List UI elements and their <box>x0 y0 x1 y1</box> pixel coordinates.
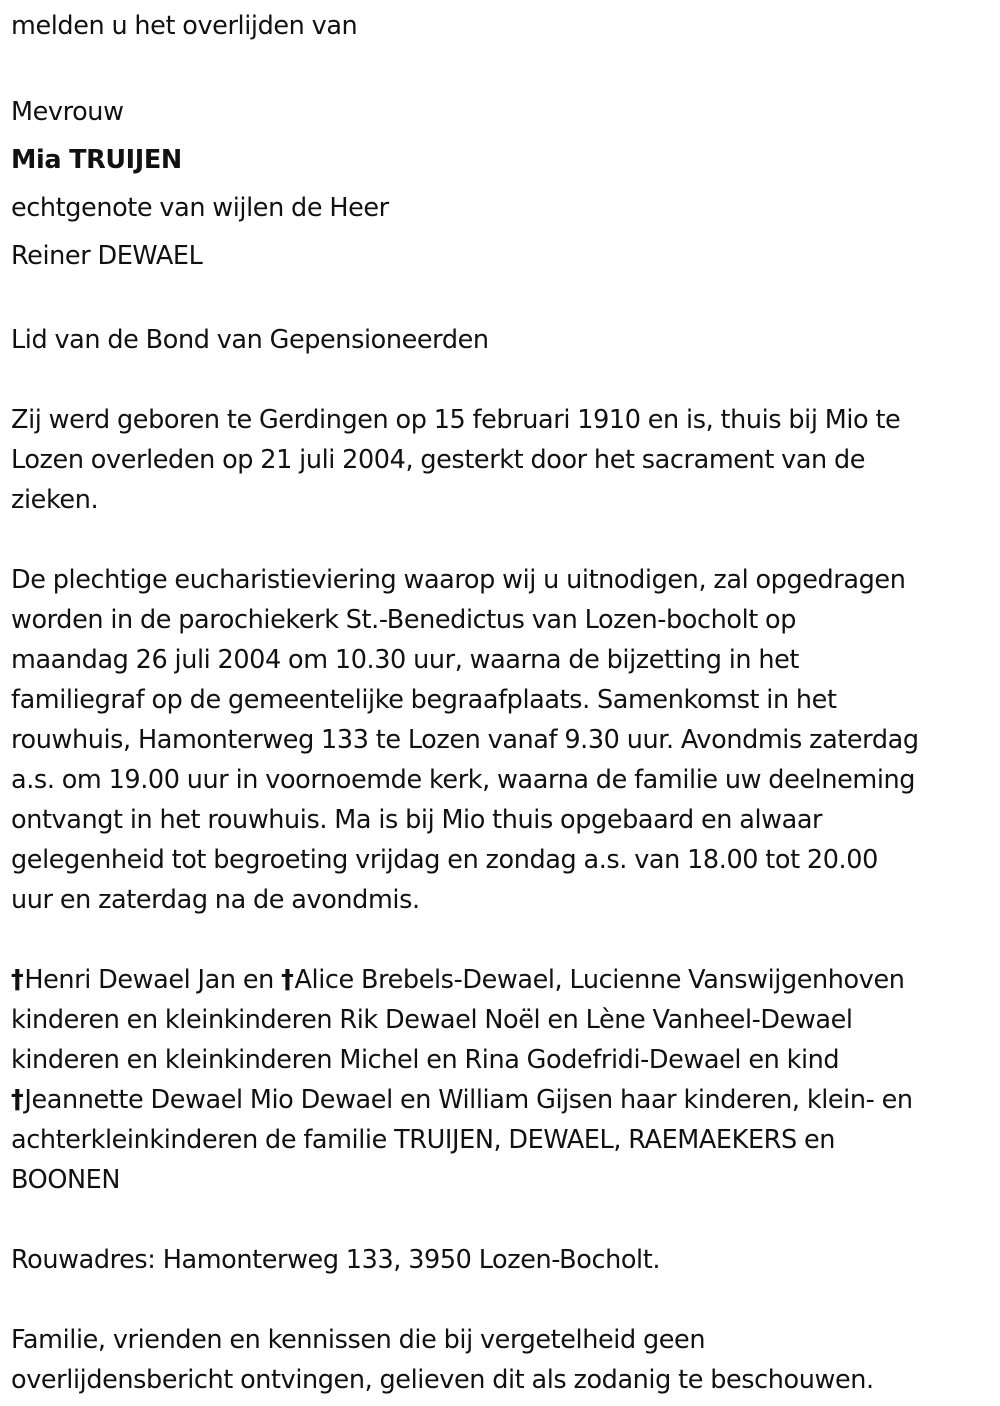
relation-text: echtgenote van wijlen de Heer <box>11 193 389 223</box>
cross-icon: † <box>281 965 294 995</box>
family-text: Jeannette Dewael Mio Dewael en William Gijsen haar kinderen, klein- en <box>24 1085 913 1115</box>
family-line: kinderen en kleinkinderen Michel en Rina Godefridi-Dewael en kind <box>11 1045 840 1075</box>
obituary-notice <box>11 6 995 1400</box>
spouse-name: Reiner DEWAEL <box>11 241 203 271</box>
paragraph-line: Zij werd geboren te Gerdingen op 15 februari 1910 en is, thuis bij Mio te <box>11 405 901 435</box>
deceased-name-block <box>11 88 995 280</box>
family-line: achterkleinkinderen de familie TRUIJEN, DEWAEL, RAEMAEKERS en <box>11 1125 836 1155</box>
family-line <box>11 1080 995 1120</box>
birth-death-paragraph <box>11 400 995 520</box>
paragraph-line: Familie, vrienden en kennissen die bij vergetelheid geen <box>11 1325 706 1355</box>
family-line: kinderen en kleinkinderen Rik Dewael Noël en Lène Vanheel-Dewael <box>11 1005 853 1035</box>
family-text: Alice Brebels-Dewael, Lucienne Vanswijgenhoven <box>294 965 905 995</box>
deceased-name: Mia TRUIJEN <box>11 145 182 175</box>
paragraph-line: a.s. om 19.00 uur in voornoemde kerk, waarna de familie uw deelneming <box>11 765 916 795</box>
family-line: BOONEN <box>11 1165 121 1195</box>
spacer <box>11 360 995 400</box>
spacer <box>11 46 995 88</box>
paragraph-line: gelegenheid tot begroeting vrijdag en zondag a.s. van 18.00 tot 20.00 <box>11 845 878 875</box>
funeral-address: Rouwadres: Hamonterweg 133, 3950 Lozen-Bocholt. <box>11 1245 661 1275</box>
paragraph-line: maandag 26 juli 2004 om 10.30 uur, waarna de bijzetting in het <box>11 645 799 675</box>
paragraph-line: rouwhuis, Hamonterweg 133 te Lozen vanaf 9.30 uur. Avondmis zaterdag <box>11 725 919 755</box>
paragraph-line: De plechtige eucharistieviering waarop wij u uitnodigen, zal opgedragen <box>11 565 906 595</box>
honorific: Mevrouw <box>11 97 124 127</box>
cross-icon: † <box>11 1085 24 1115</box>
family-line <box>11 960 995 1000</box>
paragraph-line: zieken. <box>11 485 99 515</box>
paragraph-line: overlijdensbericht ontvingen, gelieven dit als zodanig te beschouwen. <box>11 1365 874 1395</box>
spacer <box>11 1280 995 1320</box>
paragraph-line: ontvangt in het rouwhuis. Ma is bij Mio thuis opgebaard en alwaar <box>11 805 823 835</box>
membership-line: Lid van de Bond van Gepensioneerden <box>11 325 489 355</box>
paragraph-line: familiegraf op de gemeentelijke begraafplaats. Samenkomst in het <box>11 685 837 715</box>
family-paragraph <box>11 960 995 1200</box>
paragraph-line: worden in de parochiekerk St.-Benedictus van Lozen-bocholt op <box>11 605 797 635</box>
spacer <box>11 920 995 960</box>
intro-line: melden u het overlijden van <box>11 11 358 41</box>
ceremony-paragraph <box>11 560 995 920</box>
spacer <box>11 1200 995 1240</box>
family-text: Henri Dewael Jan en <box>24 965 282 995</box>
cross-icon: † <box>11 965 24 995</box>
paragraph-line: uur en zaterdag na de avondmis. <box>11 885 420 915</box>
paragraph-line: Lozen overleden op 21 juli 2004, gesterkt door het sacrament van de <box>11 445 866 475</box>
spacer <box>11 520 995 560</box>
closing-paragraph <box>11 1320 995 1400</box>
spacer <box>11 280 995 320</box>
